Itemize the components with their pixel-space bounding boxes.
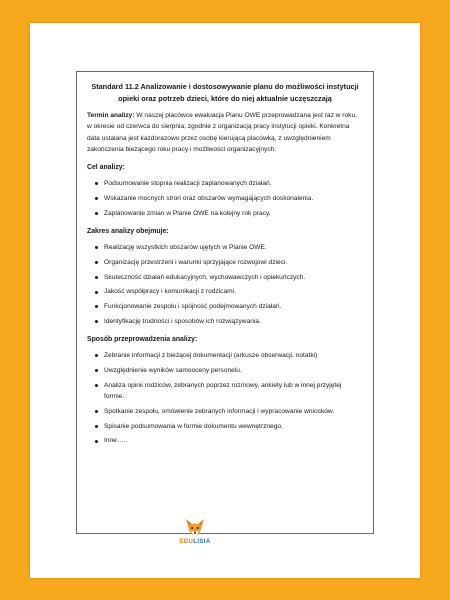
logo-wordmark: EDULISIA <box>179 539 211 545</box>
list-item: Spotkanie zespołu, omówienie zebranych informacji i wypracowanie wniosków. <box>87 406 363 417</box>
list-item: Identyfikację trudności i sposobów ich rozwiązywania. <box>87 316 363 327</box>
document-page <box>30 23 420 578</box>
list-zakres <box>87 242 363 327</box>
section-heading-cel: Cel analizy: <box>87 164 125 172</box>
section-heading-zakres: Zakres analizy obejmuje: <box>87 227 169 235</box>
list-sposob <box>87 350 363 446</box>
list-item: Zaplanowanie zmian w Planie OWE na kolejny rok pracy. <box>87 208 363 219</box>
termin-text: W naszej placówce ewaluacja Planu OWE przeprowadzana jest raz w roku, w okresie od czerwca do sierpnia, zgodnie z organizacją pracy instytucji opieki. Konkretna data ustalana jest każdorazowo przez osobę kierującą placówką, z uwzględnieniem zakończenia bieżącego roku pracy i możliwości organizacyjnych. <box>87 112 357 153</box>
termin-label: Termin analizy: <box>87 112 135 119</box>
list-item: Organizację przestrzeni i warunki sprzyjające rozwojowi dzieci. <box>87 257 363 268</box>
content-frame <box>76 71 374 534</box>
list-item: Podsumowanie stopnia realizacji zaplanowanych działań. <box>87 178 363 189</box>
list-item: Uwzględnienie wyników samooceny personelu. <box>87 365 363 376</box>
termin-paragraph <box>87 110 363 155</box>
list-item: Spisanie podsumowania w formie dokumentu wewnętrznego. <box>87 421 363 432</box>
edulisia-logo <box>170 518 220 552</box>
list-item: Zebranie informacji z bieżącej dokumentacji (arkusze obserwacji, notatki) <box>87 350 363 361</box>
list-item: Funkcjonowanie zespołu i spójność podejmowanych działań. <box>87 301 363 312</box>
list-item: Realizację wszystkich obszarów ujętych w Planie OWE. <box>87 242 363 253</box>
list-cel <box>87 178 363 219</box>
list-item: Inne….. <box>87 435 363 446</box>
page-title: Standard 11.2 Analizowanie i dostosowywanie planu do możliwości instytucji opieki oraz potrzeb dzieci, które do niej aktualnie uczęszczają <box>91 82 359 103</box>
list-item: Analiza opinii rodziców, zebranych poprzez rozmowy, ankiety lub w innej przyjętej formie. <box>87 380 363 402</box>
list-item: Jakość współpracy i komunikacji z rodzicami. <box>87 286 363 297</box>
fox-icon <box>184 518 206 538</box>
section-heading-sposob: Sposób przeprowadzenia analizy: <box>87 336 198 344</box>
list-item: Wskazanie mocnych stron oraz obszarów wymagających doskonalenia. <box>87 193 363 204</box>
list-item: Skuteczność działań edukacyjnych, wychowawczych i opiekuńczych. <box>87 272 363 283</box>
